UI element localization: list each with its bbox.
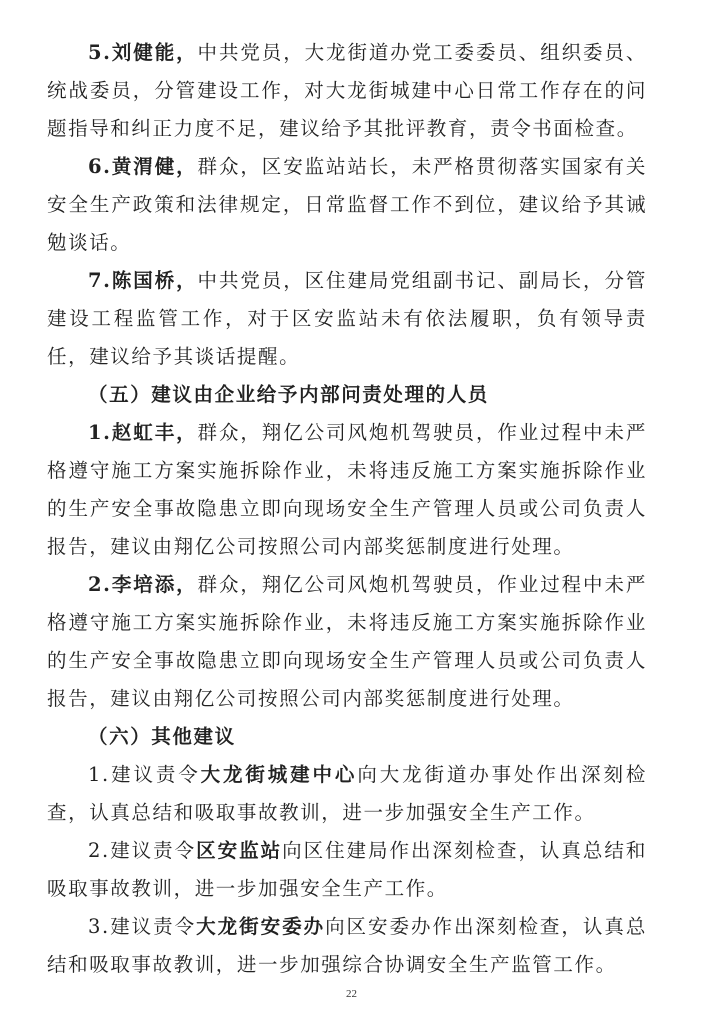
recommendation-prefix: 1.建议责令 bbox=[88, 763, 201, 786]
page-number: 22 bbox=[346, 988, 357, 1000]
organization-name: 大龙街城建中心 bbox=[200, 763, 358, 786]
person-name: 2.李培添， bbox=[88, 573, 198, 596]
paragraph-chen-guoqiao bbox=[47, 262, 647, 376]
organization-name: 大龙街安委办 bbox=[196, 915, 326, 938]
paragraph-text: 群众，翔亿公司风炮机驾驶员，作业过程中未严格遵守施工方案实施拆除作业，未将违反施工方案实施拆除作业的生产安全事故隐患立即向现场安全生产管理人员或公司负责人报告，建议由翔亿公司按照公司内部奖惩制度进行处理。 bbox=[47, 421, 647, 558]
person-name: 1.赵虹丰， bbox=[88, 421, 198, 444]
paragraph-text: 群众，翔亿公司风炮机驾驶员，作业过程中未严格遵守施工方案实施拆除作业，未将违反施工方案实施拆除作业的生产安全事故隐患立即向现场安全生产管理人员或公司负责人报告，建议由翔亿公司按照公司内部奖惩制度进行处理。 bbox=[47, 573, 647, 710]
paragraph-huang-weijian bbox=[47, 148, 647, 262]
recommendation-prefix: 2.建议责令 bbox=[88, 839, 197, 862]
paragraph-li-peitian bbox=[47, 566, 647, 718]
recommendation-1 bbox=[47, 756, 647, 832]
paragraph-text: 中共党员，区住建局党组副书记、副局长，分管建设工程监管工作，对于区安监站未有依法履职，负有领导责任，建议给予其谈话提醒。 bbox=[47, 269, 647, 368]
paragraph-zhao-hongfeng bbox=[47, 414, 647, 566]
paragraph-liu-jianneng bbox=[47, 34, 647, 148]
paragraph-text: 群众，区安监站站长，未严格贯彻落实国家有关安全生产政策和法律规定，日常监督工作不到位，建议给予其诫勉谈话。 bbox=[47, 155, 647, 254]
person-name: 5.刘健能， bbox=[88, 41, 198, 64]
person-name: 7.陈国桥， bbox=[88, 269, 198, 292]
paragraph-text: 中共党员，大龙街道办党工委委员、组织委员、统战委员，分管建设工作，对大龙街城建中心日常工作存在的问题指导和纠正力度不足，建议给予其批评教育，责令书面检查。 bbox=[47, 41, 647, 140]
person-name: 6.黄渭健， bbox=[88, 155, 198, 178]
recommendation-3 bbox=[47, 908, 647, 984]
recommendation-text: 向区住建局作出深刻检查，认真总结和吸取事故教训，进一步加强安全生产工作。 bbox=[47, 839, 647, 900]
section-heading-5: （五）建议由企业给予内部问责处理的人员 bbox=[88, 383, 489, 406]
recommendation-text: 向区安委办作出深刻检查，认真总结和吸取事故教训，进一步加强综合协调安全生产监管工作。 bbox=[47, 915, 647, 976]
organization-name: 区安监站 bbox=[196, 839, 283, 862]
section-heading-6: （六）其他建议 bbox=[88, 725, 236, 748]
recommendation-2 bbox=[47, 832, 647, 908]
document-page bbox=[47, 34, 647, 984]
recommendation-text: 向大龙街道办事处作出深刻检查，认真总结和吸取事故教训，进一步加强安全生产工作。 bbox=[47, 763, 647, 824]
recommendation-prefix: 3.建议责令 bbox=[88, 915, 197, 938]
